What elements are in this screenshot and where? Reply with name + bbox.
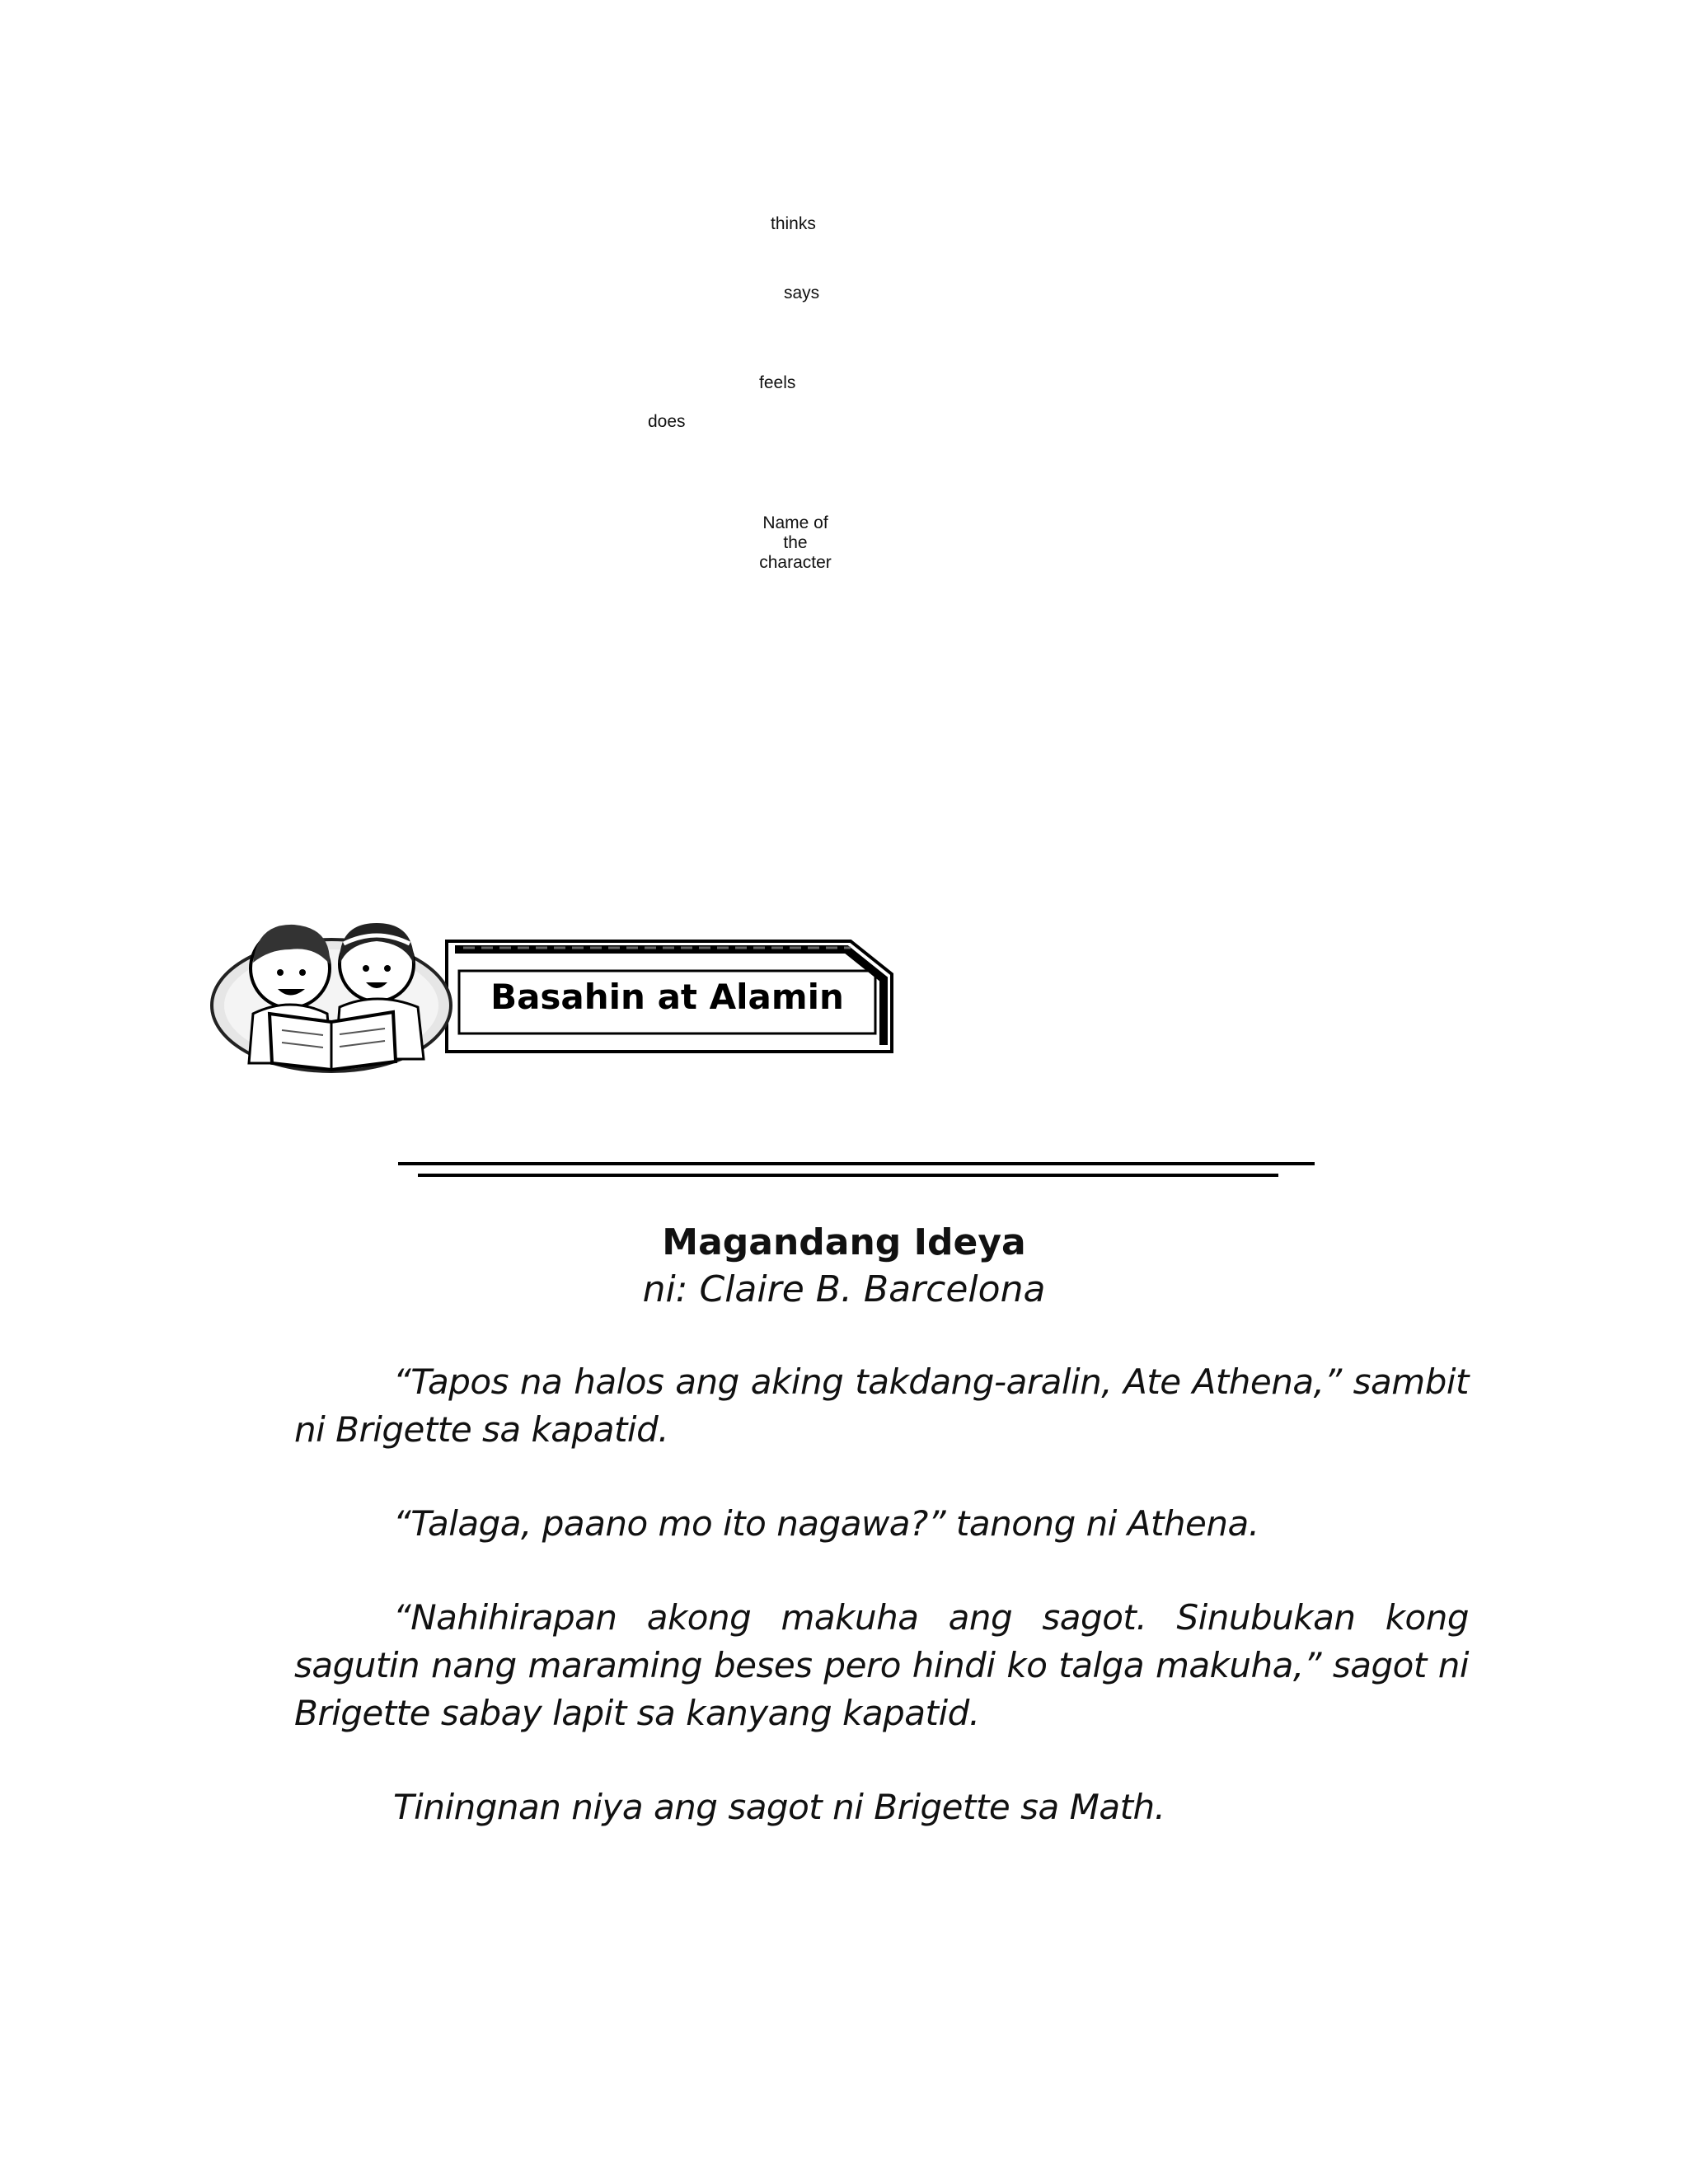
diagram-label-feels: feels	[759, 373, 796, 392]
story-title: Magandang Ideya	[662, 1221, 1026, 1263]
story-author: ni: Claire B. Barcelona	[642, 1268, 1046, 1310]
section-banner	[208, 898, 908, 1080]
story-paragraph: “Tapos na halos ang aking takdang-aralin, Ate Athena,” sambit ni Brigette sa kapatid.	[294, 1361, 1469, 1450]
diagram-label-thinks: thinks	[771, 214, 816, 233]
story-paragraph: Tiningnan niya ang sagot ni Brigette sa Math.	[393, 1787, 1165, 1827]
story-paragraph: “Nahihirapan akong makuha ang sagot. Sinubukan kong sagutin nang maraming beses pero hindi ko talga makuha,” sagot ni Brigette sabay lapit sa kanyang kapatid.	[294, 1597, 1469, 1733]
divider-line-top	[398, 1162, 1315, 1165]
divider-line-bottom	[418, 1174, 1278, 1177]
diagram-label-says: says	[784, 284, 820, 302]
story-body	[294, 1358, 1469, 1877]
story-paragraph: “Talaga, paano mo ito nagawa?” tanong ni Athena.	[393, 1503, 1259, 1544]
section-title: Basahin at Alamin	[490, 977, 844, 1017]
diagram-label-does: does	[648, 412, 686, 431]
diagram-label-character-name: Name of the character	[759, 513, 832, 572]
